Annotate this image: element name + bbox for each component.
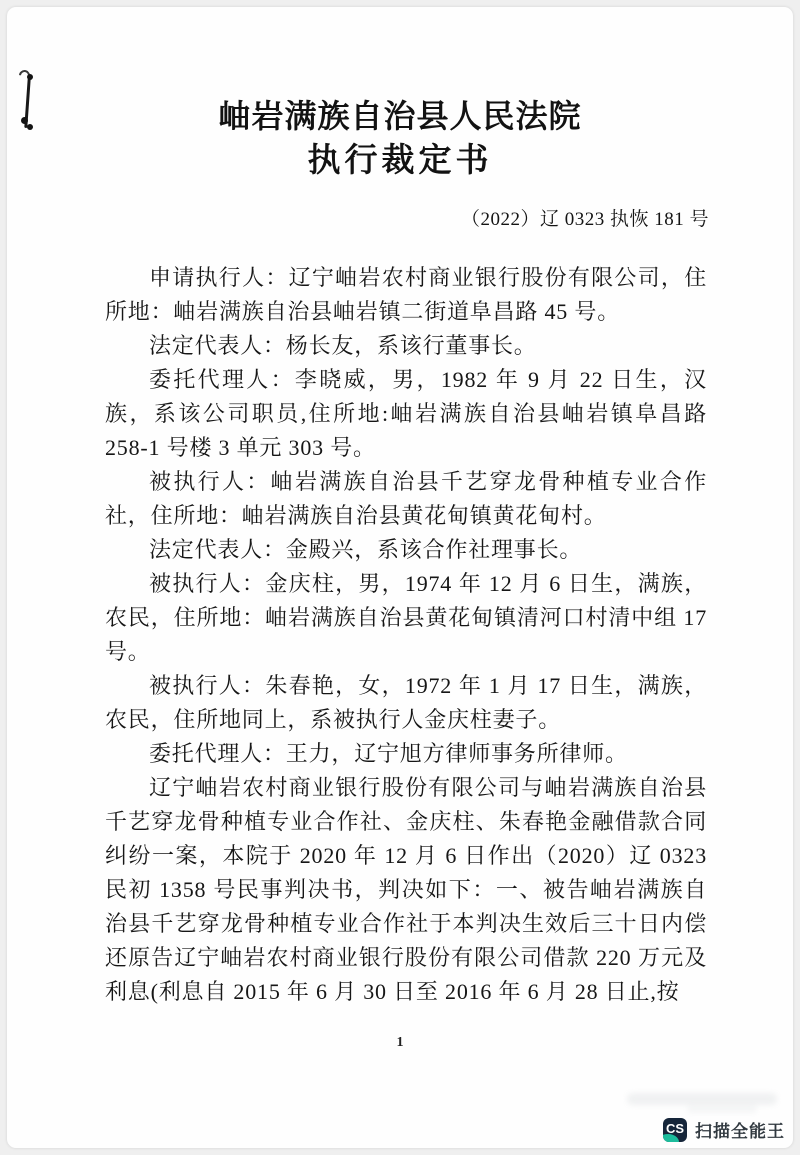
cs-badge-icon	[663, 1118, 687, 1142]
ink-dot	[27, 74, 33, 80]
paragraph: 委托代理人：王力，辽宁旭方律师事务所律师。	[149, 741, 628, 766]
paragraph: 辽宁岫岩农村商业银行股份有限公司与岫岩满族自治县千艺穿龙骨种植专业合作社、金庆柱、朱春艳金融借款合同纠纷一案，本院于 2020 年 12 月 6 日作出（2020）辽 0323 民初 1358 号民事判决书，判决如下：一、被告岫岩满族自治县千艺穿龙骨种植专业合作社于本判决生效后三十日内偿还原告辽宁岫岩农村商业银行股份有限公司借款 220 万元及利息(利息自 2015 年 6 月 30 日至 2016 年 6 月 28 日止,按	[105, 775, 707, 1004]
cs-badge-letters: CS	[665, 1121, 685, 1136]
paragraph: 被执行人：岫岩满族自治县千艺穿龙骨种植专业合作社，住所地：岫岩满族自治县黄花甸镇黄花甸村。	[105, 469, 707, 528]
case-number: （2022）辽 0323 执恢 181 号	[460, 209, 709, 230]
court-name-title: 岫岩满族自治县人民法院	[218, 98, 582, 134]
document-type-title: 执行裁定书	[307, 141, 493, 178]
scanned-page	[7, 7, 793, 1148]
scan-smudge	[687, 1105, 757, 1113]
paragraph: 委托代理人：李晓威，男，1982 年 9 月 22 日生，汉族，系该公司职员,住所地:岫岩满族自治县岫岩镇阜昌路 258-1 号楼 3 单元 303 号。	[105, 367, 707, 460]
scan-smudge	[627, 1093, 777, 1105]
paragraph: 被执行人：金庆柱，男，1974 年 12 月 6 日生，满族，农民，住所地：岫岩满族自治县黄花甸镇清河口村清中组 17 号。	[105, 571, 707, 664]
document-body	[105, 261, 707, 1009]
camscanner-watermark	[663, 1117, 785, 1142]
paragraph: 申请执行人：辽宁岫岩农村商业银行股份有限公司，住所地：岫岩满族自治县岫岩镇二街道阜昌路 45 号。	[105, 265, 707, 324]
paragraph: 法定代表人：金殿兴，系该合作社理事长。	[149, 537, 583, 562]
paragraph: 被执行人：朱春艳，女，1972 年 1 月 17 日生，满族，农民，住所地同上，系被执行人金庆柱妻子。	[105, 673, 707, 732]
paragraph: 法定代表人：杨长友，系该行董事长。	[149, 333, 537, 358]
page-number: 1	[396, 1035, 404, 1050]
watermark-label: 扫描全能王	[695, 1122, 785, 1141]
